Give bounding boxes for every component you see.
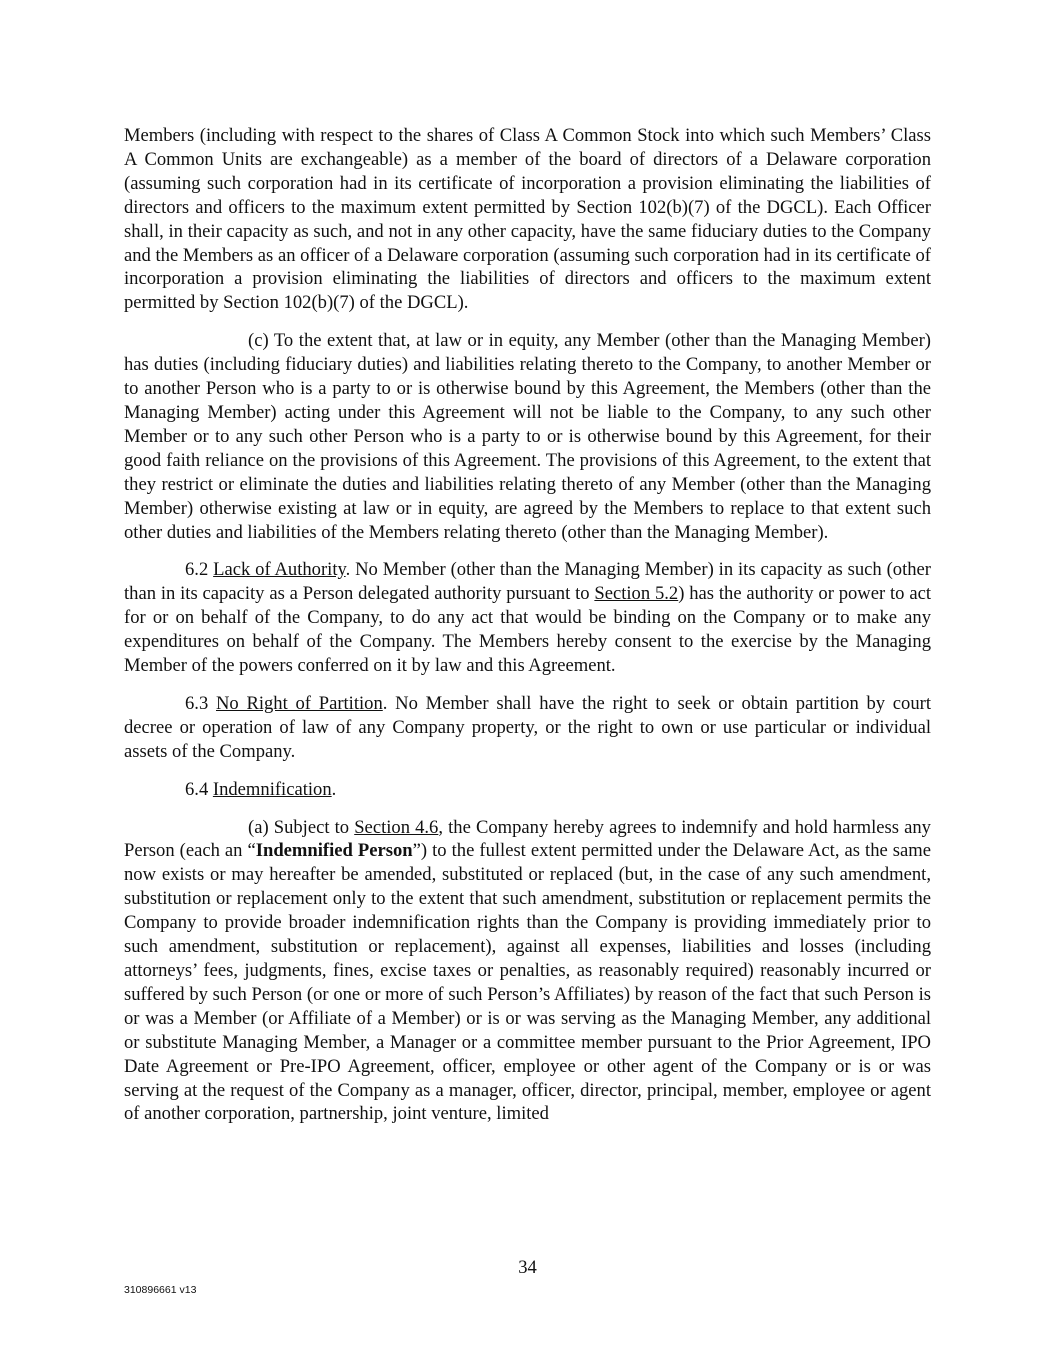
- paragraph-6-4-a: [124, 816, 931, 1127]
- section-text: . No Member shall have the right to seek or obtain partition by court decree or operation of law of any Company property, or the right to own or use particular or individual assets of the Company.: [124, 692, 932, 762]
- section-heading: Lack of Authority: [213, 559, 346, 581]
- section-6-3: [124, 692, 931, 764]
- defined-term: Indemnified Person: [255, 840, 413, 862]
- section-reference: Section 5.2: [594, 583, 679, 605]
- section-text: , the Company hereby agrees to indemnify and hold harmless any Person (each an “: [124, 816, 931, 862]
- document-id: 310896661 v13: [124, 1284, 197, 1296]
- section-6-4: [124, 778, 931, 802]
- section-text: ”) to the fullest extent permitted under the Delaware Act, as the same now exists or may hereafter be amended, substituted or replaced (but, in the case of any such amendment, substitution or replacement only to the extent that such amendment, substitution or replacement permits the Company to provide broader indemnification rights than the Company is providing immediately prior to such amendment, substitution or replacement), against all expenses, liabilities and losses (including attorneys’ fees, judgments, fines, excise taxes or penalties, as reasonably required) reasonably incurred or suffered by such Person (or one or more of such Person’s Affiliates) by reason of the fact that such Person is or was a Member (or Affiliate of a Member) or is or was serving as the Managing Member, any additional or substitute Managing Member, a Manager or a committee member pursuant to the Prior Agreement, IPO Date Agreement or Pre-IPO Agreement, officer, employee or other agent of the Company or is or was serving at the request of the Company as a manager, officer, director, principal, member, employee or agent of another corporation, partnership, joint venture, limited: [124, 840, 931, 1125]
- section-6-2: [124, 558, 931, 678]
- section-number: 6.3: [185, 692, 216, 714]
- page-number: 34: [518, 1257, 537, 1278]
- document-body: [124, 124, 931, 1140]
- paragraph-6-1-c: (c) To the extent that, at law or in equity, any Member (other than the Managing Member) has duties (including fiduciary duties) and liabilities relating thereto to the Company, to another Member or to another Person who is a party to or is otherwise bound by this Agreement, the Members (other than the Managing Member) acting under this Agreement will not be liable to the Company, to any such other Member or to any such other Person who is a party to or is otherwise bound by this Agreement, for their good faith reliance on the provisions of this Agreement. The provisions of this Agreement, to the extent that they restrict or eliminate the duties and liabilities relating thereto of any Member (other than the Managing Member) otherwise existing at law or in equity, are agreed by the Members to replace to that extent such other duties and liabilities of the Members relating thereto (other than the Managing Member).: [124, 330, 931, 543]
- section-heading: No Right of Partition: [215, 692, 383, 714]
- section-number: 6.4: [185, 778, 213, 800]
- section-heading: Indemnification: [212, 778, 332, 800]
- section-number: 6.2: [185, 559, 214, 581]
- section-text: ) has the authority or power to act for or on behalf of the Company, to do any act that would be binding on the Company or to make any expenditures on behalf of the Company. The Members hereby consent to the exercise by the Managing Member of the powers conferred on it by law and this Agreement.: [124, 583, 931, 677]
- section-text: . No Member (other than the Managing Member) in its capacity as such (other than in its capacity as a Person delegated authority pursuant to: [124, 559, 931, 605]
- paragraph-continuation: Members (including with respect to the shares of Class A Common Stock into which such Members’ Class A Common Units are exchangeable) as a member of the board of directors of a Delaware corporation (assuming such corporation had in its certificate of incorporation a provision eliminating the liabilities of directors and officers to the maximum extent permitted by Section 102(b)(7) of the DGCL). Each Officer shall, in their capacity as such, and not in any other capacity, have the same fiduciary duties to the Company and the Members as an officer of a Delaware corporation (assuming such corporation had in its certificate of incorporation a provision eliminating the liabilities of directors and officers to the maximum extent permitted by Section 102(b)(7) of the DGCL).: [124, 125, 931, 314]
- section-text: (a) Subject to: [248, 816, 355, 838]
- section-reference: Section 4.6: [354, 816, 439, 838]
- section-text: .: [331, 778, 337, 800]
